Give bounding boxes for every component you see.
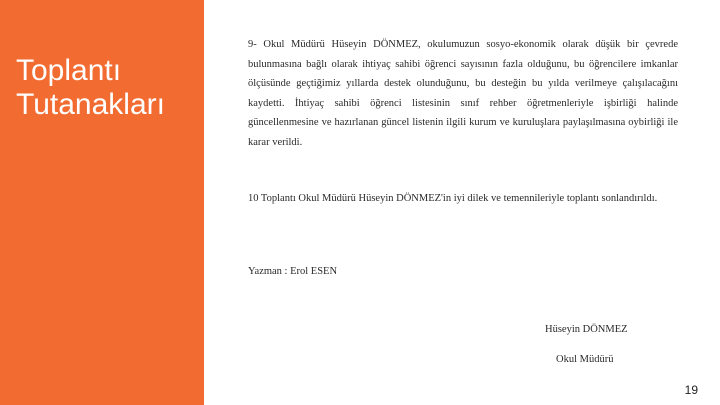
- signature-title: Okul Müdürü: [556, 354, 614, 365]
- minutes-item-9: 9- Okul Müdürü Hüseyin DÖNMEZ, okulumuzun sosyo-ekonomik olarak düşük bir çevrede bulunmasına bağlı olarak ihtiyaç sahibi öğrenci sayısının fazla olduğunu, bu öğrencilere imkanlar ölçüsünde geçtiğimiz yıllarda destek olunduğunu, bu desteğin bu yılda verilmeye çalışılacağını kaydetti. İhtiyaç sahibi öğrenci listesinin sınıf rehber öğretmenleriyle işbirliği halinde güncellenmesine ve hazırlanan güncel listenin ilgili kurum ve kuruluşlara paylaşılmasına oybirliği ile karar verildi.: [248, 39, 678, 148]
- slide-title: Toplantı Tutanakları: [16, 54, 165, 121]
- page-number: 19: [684, 383, 698, 397]
- document-image: [204, 0, 720, 405]
- minutes-item-10: 10 Toplantı Okul Müdürü Hüseyin DÖNMEZ'in iyi dilek ve temennileriyle toplantı sonlandırıldı.: [248, 193, 658, 204]
- title-sidebar: [0, 0, 204, 405]
- writer-line: Yazman : Erol ESEN: [248, 266, 338, 277]
- signature-name: Hüseyin DÖNMEZ: [545, 324, 628, 335]
